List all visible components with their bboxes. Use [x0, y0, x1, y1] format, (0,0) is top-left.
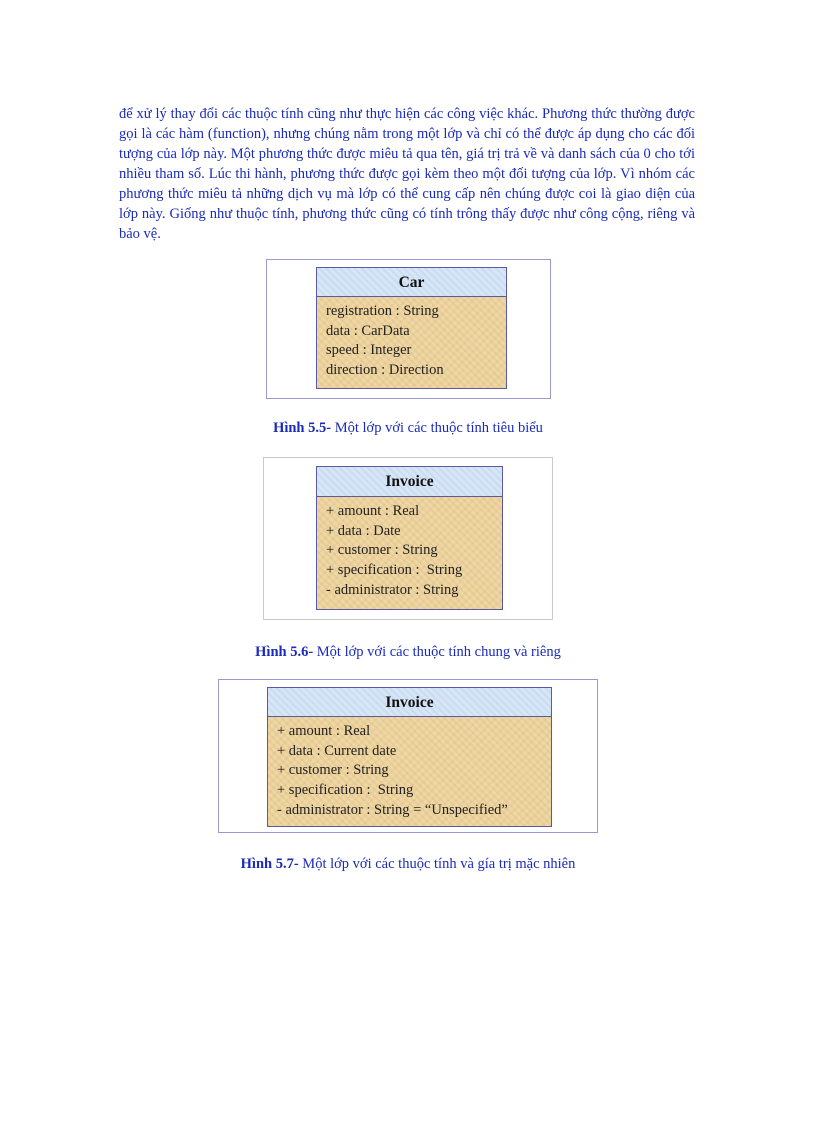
uml-class-invoice	[316, 466, 503, 610]
figure-caption	[0, 856, 816, 873]
figure-number: Hình 5.7-	[240, 856, 299, 872]
body-paragraph: để xử lý thay đổi các thuộc tính cũng như thực hiện các công việc khác. Phương thức thường được gọi là các hàm (function), nhưng chúng nằm trong một lớp và chỉ có thể được áp dụng cho các đối tượng của lớp này. Một phương thức được miêu tả qua tên, giá trị trả về và danh sách của 0 cho tới nhiều tham số. Lúc thi hành, phương thức được gọi kèm theo một đối tượng của lớp. Vì nhóm các phương thức miêu tả những dịch vụ mà lớp có thể cung cấp nên chúng được coi là giao diện của lớp này. Giống như thuộc tính, phương thức cũng có tính trông thấy được như công cộng, riêng và bảo vệ.	[119, 106, 695, 242]
figure-caption	[0, 644, 816, 661]
uml-attribute: + specification : String	[326, 562, 463, 579]
uml-attribute: registration : String	[326, 303, 439, 319]
uml-attribute: + customer : String	[326, 542, 438, 559]
uml-attribute: direction : Direction	[326, 362, 444, 379]
figure-number: Hình 5.5-	[273, 420, 332, 436]
uml-class-name: Invoice	[268, 688, 551, 717]
uml-attribute: - administrator : String = “Unspecified”	[277, 801, 508, 818]
uml-attribute: speed : Integer	[326, 342, 412, 359]
figure-caption-text: Một lớp với các thuộc tính chung và riêng	[313, 644, 561, 660]
uml-attribute-list	[268, 717, 551, 821]
uml-attribute: + amount : Real	[277, 723, 371, 739]
figure-caption-text: Một lớp với các thuộc tính tiêu biểu	[331, 420, 543, 436]
uml-class-name: Car	[317, 268, 506, 297]
uml-attribute-list	[317, 297, 506, 381]
figure-caption	[0, 420, 816, 437]
uml-attribute: - administrator : String	[326, 581, 459, 598]
uml-attribute: data : CarData	[326, 322, 410, 339]
uml-class-name: Invoice	[317, 467, 502, 497]
uml-class-invoice-defaults	[267, 687, 552, 827]
uml-attribute: + customer : String	[277, 762, 389, 779]
uml-attribute: + specification : String	[277, 782, 414, 799]
uml-attribute: + data : Current date	[277, 742, 397, 759]
figure-caption-text: Một lớp với các thuộc tính và gía trị mặc nhiên	[298, 856, 576, 872]
uml-class-car	[316, 267, 507, 389]
uml-attribute: + data : Date	[326, 522, 401, 539]
figure-number: Hình 5.6-	[255, 644, 314, 660]
uml-attribute-list	[317, 497, 502, 601]
uml-attribute: + amount : Real	[326, 503, 420, 519]
